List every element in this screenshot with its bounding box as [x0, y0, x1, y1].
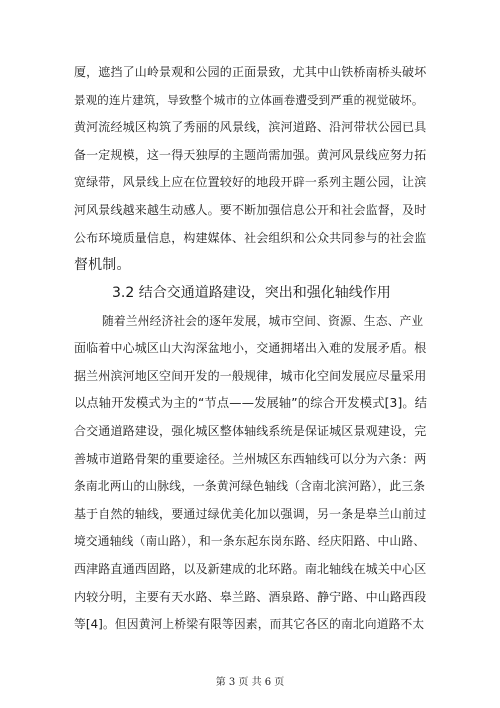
- paragraph-line: 据兰州滨河地区空间开发的一般规律，城市化空间发展应尽量采用: [74, 369, 427, 383]
- section-heading: 3.2 结合交通道路建设，突出和强化轴线作用: [112, 285, 391, 301]
- paragraph-line: 随着兰州经济社会的逐年发展，城市空间、资源、生态、产业: [102, 314, 424, 328]
- paragraph-line: 河风景线越来越生动感人。要不断加强信息公开和社会监督，及时: [74, 203, 427, 217]
- paragraph-line: 基于自然的轴线，要通过绿优美化加以强调，另一条是皋兰山前过: [74, 507, 427, 521]
- paragraph-line: 条南北两山的山脉线，一条黄河绿色轴线（含南北滨河路），此三条: [74, 479, 426, 493]
- paragraph-line: 以点轴开发模式为主的“节点——发展轴”的综合开发模式[3]。结: [74, 396, 428, 410]
- paragraph-line: 等[4]。但因黄河上桥梁有限等因素，而其它各区的南北向道路不太: [74, 617, 425, 631]
- paragraph-line: 景观的连片建筑，导致整个城市的立体画卷遭受到严重的视觉破坏。: [74, 93, 424, 107]
- paragraph-line: 黄河流经城区构筑了秀丽的风景线，滨河道路、沿河带状公园已具: [74, 120, 427, 134]
- paragraph-line: 厦，遮挡了山岭景观和公园的正面景致，尤其中山铁桥南桥头破坏: [74, 65, 427, 79]
- paragraph-line: 西津路直通西固路，以及新建成的北环路。南北轴线在城关中心区: [74, 562, 427, 576]
- paragraph-line: 境交通轴线（南山路），和一条东起东岗东路、经庆阳路、中山路、: [74, 534, 426, 548]
- paragraph-line: 宽绿带，风景线上应在位置较好的地段开辟一系列主题公园，让滨: [74, 175, 427, 189]
- paragraph-line: 备一定规模，这一得天独厚的主题尚需加强。黄河风景线应努力拓: [74, 148, 427, 162]
- paragraph-line: 公布环境质量信息，构建媒体、社会组织和公众共同参与的社会监: [74, 231, 427, 245]
- paragraph-line: 面临着中心城区山大沟深盆地小，交通拥堵出入难的发展矛盾。根: [74, 341, 427, 355]
- paragraph-line: 内较分明，主要有天水路、皋兰路、酒泉路、静宁路、中山路西段: [74, 590, 427, 604]
- paragraph-line: 督机制。: [74, 257, 131, 273]
- paragraph-line: 合交通道路建设，强化城区整体轴线系统是保证城区景观建设，完: [74, 424, 427, 438]
- paragraph-line: 善城市道路骨架的重要途径。兰州城区东西轴线可以分为六条：两: [74, 452, 427, 466]
- page-number-footer: 第 3 页 共 6 页: [215, 677, 285, 688]
